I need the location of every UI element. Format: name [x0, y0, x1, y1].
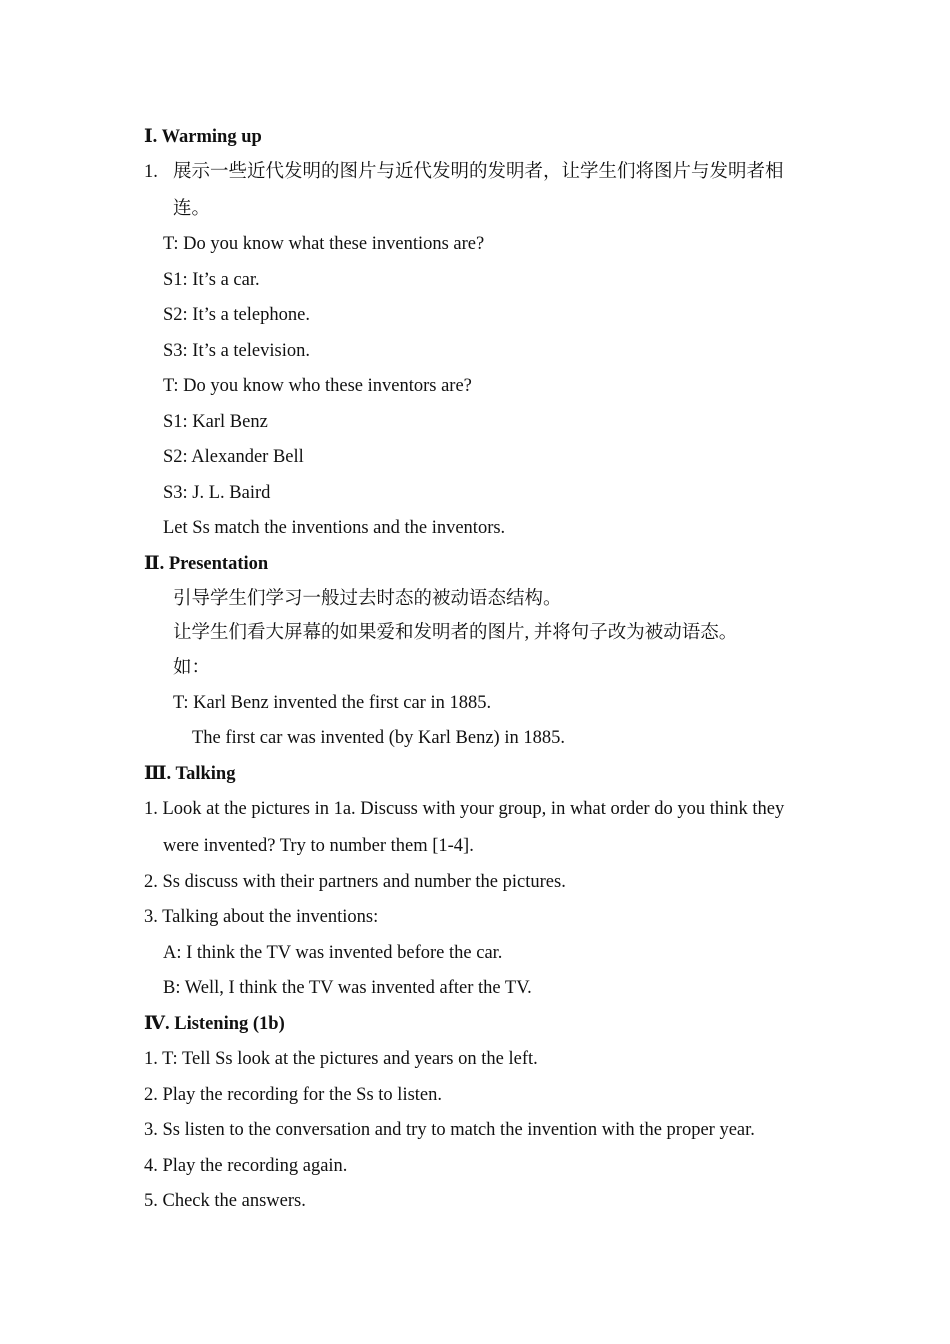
list-number: 1.: [144, 162, 158, 182]
dialogue-line: T: Do you know what these inventions are?: [163, 234, 485, 254]
example-sentence: T: Karl Benz invented the first car in 1885.: [173, 693, 492, 713]
list-item-text: 展示一些近代发明的图片与近代发明的发明者，让学生们将图片与发明者相: [173, 162, 784, 182]
example-sentence-passive: The first car was invented (by Karl Benz) in 1885.: [192, 728, 565, 748]
section-heading-listening: Ⅳ. Listening (1b): [144, 1014, 285, 1034]
dialogue-line: S3: It’s a television.: [163, 341, 310, 361]
list-item: 1. T: Tell Ss look at the pictures and years on the left.: [144, 1049, 538, 1069]
dialogue-line: B: Well, I think the TV was invented after the TV.: [163, 978, 532, 998]
list-item: 3. Talking about the inventions:: [144, 907, 379, 927]
instruction-line: Let Ss match the inventions and the inventors.: [163, 518, 506, 538]
list-item: 2. Play the recording for the Ss to listen.: [144, 1085, 443, 1105]
dialogue-line: S2: Alexander Bell: [163, 447, 304, 467]
list-item: 2. Ss discuss with their partners and number the pictures.: [144, 872, 566, 892]
dialogue-line: A: I think the TV was invented before the car.: [163, 943, 503, 963]
list-item: 1. Look at the pictures in 1a. Discuss with your group, in what order do you think they: [144, 799, 785, 819]
text-line: 如：: [173, 658, 211, 678]
text-line: 引导学生们学习一般过去时态的被动语态结构。: [173, 589, 562, 609]
section-heading-talking: Ⅲ. Talking: [144, 764, 236, 784]
list-item: 3. Ss listen to the conversation and try to match the invention with the proper year.: [144, 1120, 755, 1140]
list-item: 5. Check the answers.: [144, 1191, 306, 1211]
section-heading-warming-up: Ⅰ. Warming up: [144, 127, 262, 147]
section-heading-presentation: Ⅱ. Presentation: [144, 554, 269, 574]
dialogue-line: S1: Karl Benz: [163, 412, 268, 432]
list-item: [144, 160, 784, 184]
dialogue-line: S2: It’s a telephone.: [163, 305, 310, 325]
list-item-continuation: 连。: [173, 199, 211, 219]
dialogue-line: S1: It’s a car.: [163, 270, 260, 290]
list-item: 4. Play the recording again.: [144, 1156, 348, 1176]
dialogue-line: T: Do you know who these inventors are?: [163, 376, 472, 396]
list-item-continuation: were invented? Try to number them [1-4].: [163, 836, 474, 856]
dialogue-line: S3: J. L. Baird: [163, 483, 271, 503]
text-line: 让学生们看大屏幕的如果爱和发明者的图片, 并将句子改为被动语态。: [173, 623, 738, 643]
